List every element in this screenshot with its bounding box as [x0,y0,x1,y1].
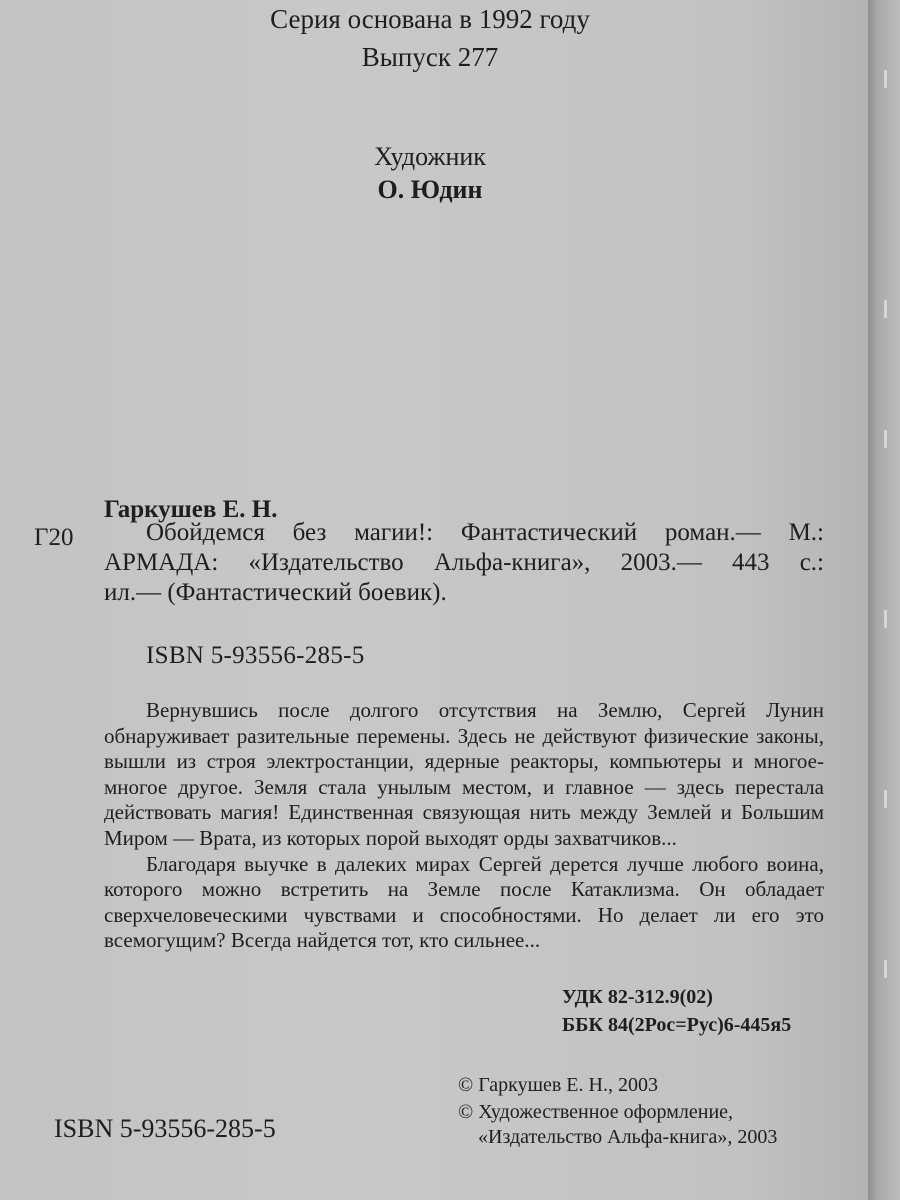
catalog-line-3: ил.— (Фантастический боевик). [104,579,447,606]
issue-number: Выпуск 277 [361,42,499,72]
binding-stitch [884,610,887,628]
binding-stitch [884,790,887,808]
copyright-design-line-2: «Издательство Альфа-книга», 2003 [478,1126,778,1148]
catalog-author: Гаркушев Е. Н. [104,496,278,523]
artist-name: О. Юдин [377,175,483,204]
book-spine [868,0,900,1200]
series-founded-text: Серия основана в 1992 году [270,4,590,34]
annotation [104,698,824,954]
annotation-paragraph-1: Вернувшись после долгого отсутствия на Землю, Сергей Лунин обнаруживает разительные перемены. Здесь не действуют физические законы, вышли из строя электростанции, ядерные реакторы, компьютеры и многое-многое другое. Земля стала унылым местом, и главное — здесь перестала действовать магия! Единственная связующая нить между Землей и Большим Миром — Врата, из которых порой выходят орды захватчиков... [104,698,824,850]
artist-label: Художник [374,142,486,171]
isbn-bottom: ISBN 5-93556-285-5 [54,1114,276,1143]
copyright-design-line-1: © Художественное оформление, [458,1101,734,1123]
binding-stitch [884,70,887,88]
bbk-code: ББК 84(2Рос=Рус)6-445я5 [562,1014,792,1036]
binding-stitch [884,300,887,318]
annotation-paragraph-2: Благодаря выучке в далеких мирах Сергей дерется лучше любого воина, которого можно встретить на Земле после Катаклизма. Он обладает сверхчеловеческими чувствами и способностями. Но делает ли его это всемогущим? Всегда найдется тот, кто сильнее... [104,851,824,953]
copyright-author: © Гаркушев Е. Н., 2003 [458,1074,658,1096]
catalog-line-1: Обойдемся без магии!: Фантастический роман.— М.: [146,519,824,546]
isbn-catalog: ISBN 5-93556-285-5 [146,642,365,669]
catalog-description [104,518,824,608]
catalog-code: Г20 [34,524,74,551]
binding-stitch [884,960,887,978]
catalog-line-2: АРМАДА: «Издательство Альфа-книга», 2003.— 443 с.: [104,549,824,576]
udk-code: УДК 82-312.9(02) [562,986,713,1008]
binding-stitch [884,430,887,448]
